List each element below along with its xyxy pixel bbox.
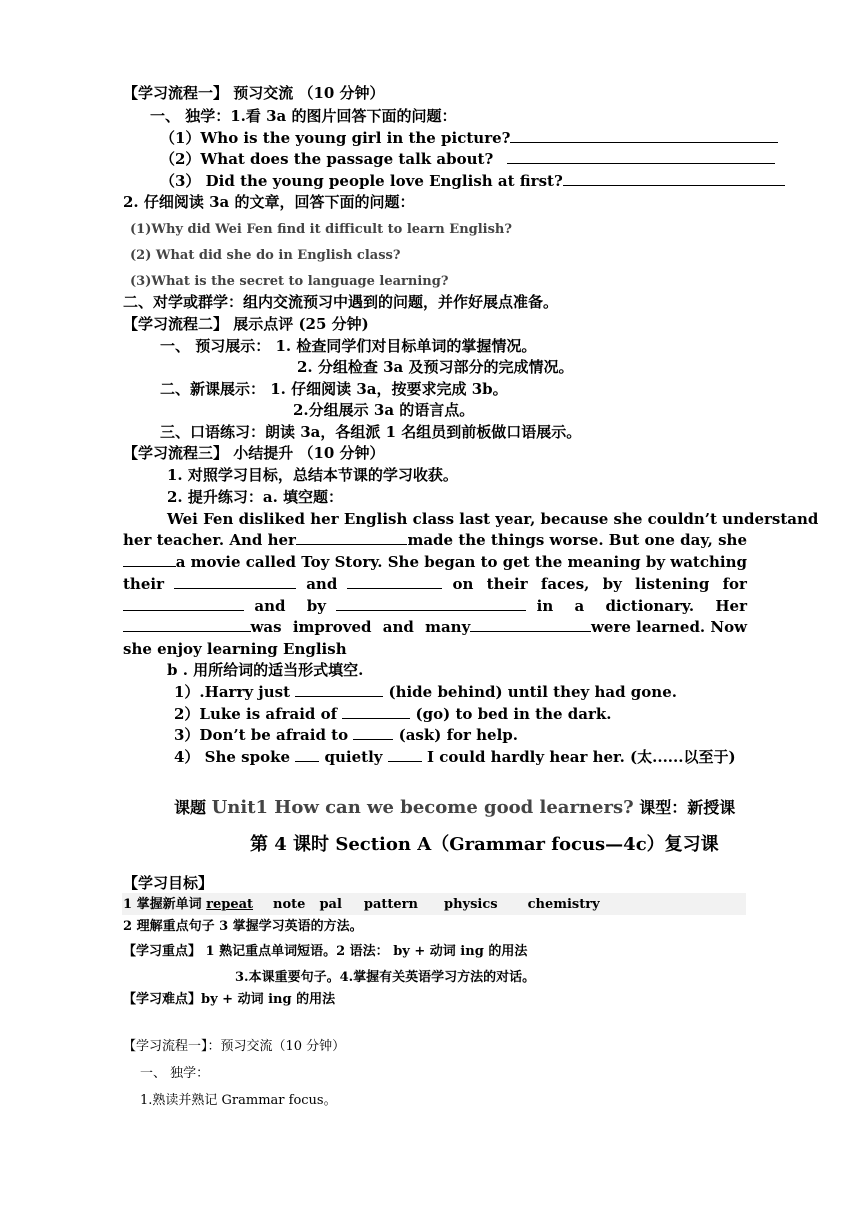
cloze-line-7: she enjoy learning English (123, 640, 347, 658)
group-study-line: 二、对学或群学：组内交流预习中遇到的问题，并作好展点准备。 (123, 293, 559, 311)
cloze-blank (347, 574, 442, 589)
vocab-word: physics (444, 897, 498, 912)
lesson-type: 课型：新授课 (633, 798, 736, 817)
cloze-blank (296, 530, 408, 545)
exercise-text: 1）.Harry just (174, 683, 291, 701)
exercise-text: quietly (324, 748, 383, 766)
cloze-line-5 (123, 596, 747, 616)
summary-2: 2. 提升练习：a. 填空题： (167, 488, 344, 506)
exercise-b-2 (174, 704, 612, 724)
cloze-blank (470, 617, 591, 632)
focus-line-2: 3.本课重要句子。4.掌握有关英语学习方法的对话。 (235, 970, 536, 985)
flow1-heading: 【学习流程一】 预习交流 （10 分钟） (123, 84, 385, 102)
question-1-text: （1）Who is the young girl in the picture? (160, 129, 511, 147)
self-study-line: 一、 独学：1.看 3a 的图片回答下面的问题： (150, 107, 457, 125)
question-3-text: （3） Did the young people love English at first? (160, 172, 563, 190)
cloze-text: in a dictionary. Her (536, 597, 747, 615)
reading-question-2: (2) What did she do in English class? (130, 248, 401, 263)
exercise-text: I could hardly hear her. (太......以至于) (426, 748, 736, 766)
lesson-subtitle: 第 4 课时 Section A（Grammar focus—4c）复习课 (250, 834, 719, 855)
cloze-text: a movie called Toy Story. She began to get the meaning by watching (175, 553, 747, 571)
cloze-line-2 (123, 530, 747, 550)
cloze-blank (123, 617, 251, 632)
goals-line-2: 2 理解重点句子 3 掌握学习英语的方法。 (123, 919, 363, 934)
answer-blank (563, 171, 785, 186)
exercise-text: 3）Don’t be afraid to (174, 726, 349, 744)
fill-blank (295, 682, 383, 697)
vocab-word: pal (319, 897, 342, 912)
cloze-blank (174, 574, 296, 589)
exercise-b-4 (174, 747, 736, 767)
reading-question-3: (3)What is the secret to language learning? (130, 274, 449, 289)
vocab-word: pattern (363, 897, 418, 912)
cloze-line-3 (123, 552, 747, 572)
exercise-text: 4） She spoke (174, 748, 291, 766)
cloze-blank (123, 552, 176, 567)
fill-blank (342, 704, 410, 719)
cloze-text: and by (254, 597, 326, 615)
flow2-heading: 【学习流程二】 展示点评 (25 分钟) (123, 315, 369, 333)
difficulty-line: 【学习难点】by + 动词 ing 的用法 (123, 992, 336, 1007)
cloze-text: was improved and many (250, 618, 471, 636)
fill-blank (295, 747, 319, 762)
cloze-line-4 (123, 574, 747, 594)
flow1b-item-1: 1.熟读并熟记 Grammar focus。 (140, 1093, 337, 1108)
lesson-title-prefix: 课题 (174, 798, 212, 817)
goals-prefix: 1 掌握新单词 (123, 897, 207, 912)
reading-task: 2. 仔细阅读 3a 的文章，回答下面的问题： (123, 193, 415, 211)
question-3 (160, 171, 785, 191)
exercise-b-3 (174, 725, 518, 745)
cloze-blank (123, 596, 244, 611)
preview-show-1: 一、 预习展示： 1. 检查同学们对目标单词的掌握情况。 (160, 337, 537, 355)
cloze-text: her teacher. And her (123, 531, 296, 549)
summary-1: 1. 对照学习目标，总结本节课的学习收获。 (167, 466, 458, 484)
exercise-b-1 (174, 682, 677, 702)
lesson-title-unit: Unit1 How can we become good learners? (211, 797, 634, 818)
fill-blank (388, 747, 422, 762)
question-2-text: （2）What does the passage talk about? (160, 150, 494, 168)
question-1 (160, 128, 778, 148)
vocab-word: repeat (206, 897, 254, 912)
cloze-line-6 (123, 617, 747, 637)
goals-heading: 【学习目标】 (123, 874, 214, 892)
exercise-text: (go) to bed in the dark. (415, 705, 612, 723)
vocab-word: note (273, 897, 306, 912)
flow1b-self-study: 一、 独学： (140, 1066, 210, 1081)
oral-practice: 三、口语练习：朗读 3a，各组派 1 名组员到前板做口语展示。 (160, 423, 582, 441)
question-2 (160, 149, 775, 169)
flow1b-heading: 【学习流程一】：预习交流（10 分钟） (123, 1039, 346, 1054)
new-lesson-show-2: 2.分组展示 3a 的语言点。 (293, 401, 475, 419)
cloze-text: were learned. Now (591, 618, 747, 636)
cloze-blank (336, 596, 526, 611)
goals-line-1 (123, 895, 600, 915)
exercise-text: (ask) for help. (398, 726, 519, 744)
cloze-text: made the things worse. But one day, she (407, 531, 747, 549)
focus-line-1: 【学习重点】 1 熟记重点单词短语。2 语法： by + 动词 ing 的用法 (123, 944, 528, 959)
new-lesson-show-1: 二、新课展示： 1. 仔细阅读 3a，按要求完成 3b。 (160, 380, 508, 398)
lesson-title (174, 798, 735, 818)
cloze-line-1: Wei Fen disliked her English class last year, because she couldn’t understand (167, 510, 819, 528)
answer-blank (507, 149, 775, 164)
cloze-text: and (306, 575, 338, 593)
reading-question-1: (1)Why did Wei Fen find it difficult to learn English? (130, 222, 513, 237)
exercise-text: 2）Luke is afraid of (174, 705, 338, 723)
preview-show-2: 2. 分组检查 3a 及预习部分的完成情况。 (297, 358, 574, 376)
fill-blank (353, 725, 393, 740)
answer-blank (510, 128, 778, 143)
flow3-heading: 【学习流程三】 小结提升 （10 分钟） (123, 444, 385, 462)
exercise-text: (hide behind) until they had gone. (388, 683, 677, 701)
cloze-text: on their faces, by listening for (452, 575, 747, 593)
vocab-word: chemistry (527, 897, 600, 912)
cloze-text: their (123, 575, 164, 593)
exercise-b-heading: b . 用所给词的适当形式填空. (167, 661, 364, 679)
